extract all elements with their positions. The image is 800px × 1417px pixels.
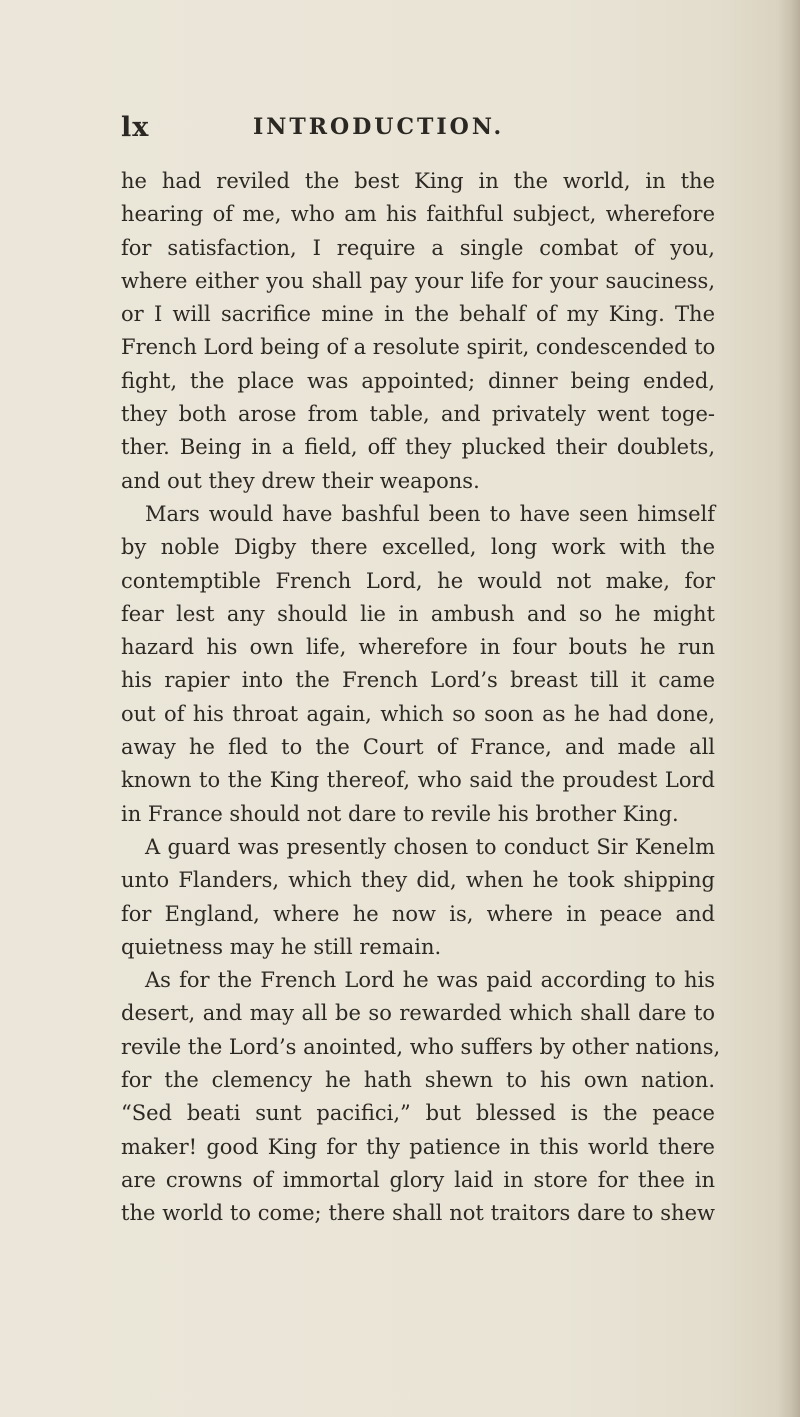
text-line: revile the Lord’s anointed, who suffers by other nations,: [121, 1034, 721, 1059]
text-line: fight, the place was appointed; dinner being ended,: [121, 368, 715, 393]
page-edge-shadow: [778, 0, 800, 1417]
running-head: INTRODUCTION.: [253, 114, 505, 140]
text-line: “Sed beati sunt pacifici,” but blessed is the peace: [121, 1101, 715, 1126]
text-line: away he fled to the Court of France, and made all: [121, 735, 715, 760]
text-line: quietness may he still remain.: [121, 934, 442, 959]
text-line: in France should not dare to revile his brother King.: [121, 801, 679, 826]
text-line: hazard his own life, wherefore in four bouts he run: [121, 635, 715, 660]
page-header: [121, 112, 701, 148]
text-line: As for the French Lord he was paid according to his: [145, 968, 715, 993]
text-line: fear lest any should lie in ambush and so he might: [121, 601, 715, 626]
text-line: Mars would have bashful been to have seen himself: [145, 501, 715, 526]
text-line: known to the King thereof, who said the proudest Lord: [121, 768, 715, 793]
text-line: maker! good King for thy patience in this world there: [121, 1134, 715, 1159]
text-line: or I will sacrifice mine in the behalf of my King. The: [121, 302, 715, 327]
text-line: for England, where he now is, where in peace and: [121, 901, 715, 926]
text-line: A guard was presently chosen to conduct Sir Kenelm: [145, 834, 715, 859]
text-line: for satisfaction, I require a single combat of you,: [121, 235, 715, 260]
text-line: French Lord being of a resolute spirit, condescended to: [121, 335, 716, 360]
text-line: are crowns of immortal glory laid in store for thee in: [121, 1167, 715, 1192]
text-line: for the clemency he hath shewn to his own nation.: [121, 1068, 715, 1093]
text-line: the world to come; there shall not traitors dare to shew: [121, 1201, 715, 1226]
text-line: desert, and may all be so rewarded which shall dare to: [121, 1001, 715, 1026]
text-line: they both arose from table, and privately went toge-: [121, 402, 715, 427]
text-line: by noble Digby there excelled, long work with the: [121, 535, 715, 560]
body-text: [121, 165, 721, 1231]
page-number: lx: [121, 112, 150, 143]
text-line: contemptible French Lord, he would not make, for: [121, 568, 715, 593]
text-line: his rapier into the French Lord’s breast till it came: [121, 668, 715, 693]
text-line: where either you shall pay your life for your sauciness,: [121, 268, 715, 293]
text-line: ther. Being in a field, off they plucked their doublets,: [121, 435, 715, 460]
text-line: hearing of me, who am his faithful subject, wherefore: [121, 202, 715, 227]
text-line: he had reviled the best King in the world, in the: [121, 169, 715, 193]
text-line: out of his throat again, which so soon as he had done,: [121, 701, 715, 726]
text-line: unto Flanders, which they did, when he took shipping: [121, 868, 715, 893]
text-line: and out they drew their weapons.: [121, 468, 480, 493]
